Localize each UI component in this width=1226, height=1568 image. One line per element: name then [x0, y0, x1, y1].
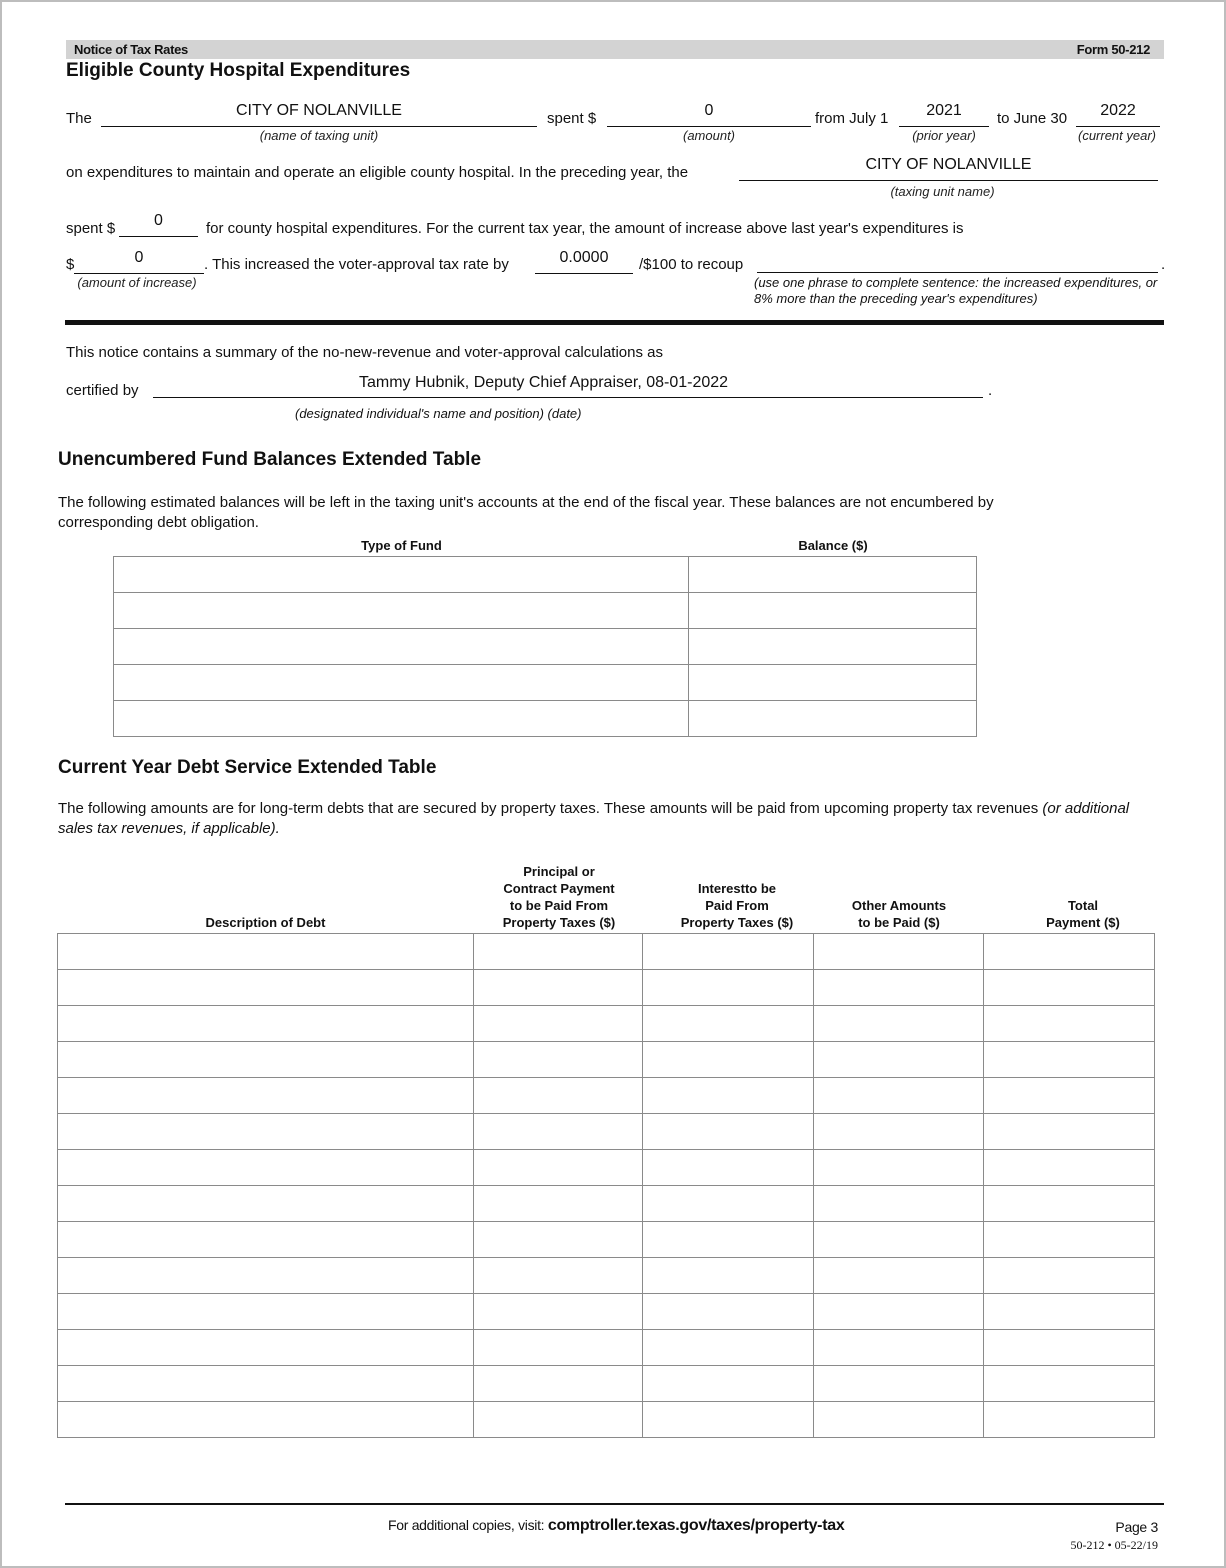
debt-description-cell[interactable]: [58, 970, 474, 1006]
prior-year-caption: (prior year): [912, 128, 976, 143]
table-row: [114, 557, 977, 593]
debt-principal-cell[interactable]: [473, 1114, 643, 1150]
debt-other-cell[interactable]: [814, 1258, 984, 1294]
debt-principal-cell[interactable]: [473, 970, 643, 1006]
recoup-period: .: [1161, 256, 1166, 273]
hospital-line2-text: on expenditures to maintain and operate an eligible county hospital. In the preceding year, the: [66, 164, 689, 181]
debt-principal-cell[interactable]: [473, 1294, 643, 1330]
fund-col-type: Type of Fund: [361, 538, 442, 553]
debt-description-cell[interactable]: [58, 1330, 474, 1366]
debt-principal-cell[interactable]: [473, 1078, 643, 1114]
current-year-field[interactable]: 2022: [1076, 102, 1160, 127]
debt-interest-cell[interactable]: [643, 1222, 814, 1258]
debt-interest-cell[interactable]: [643, 1078, 814, 1114]
table-row: [58, 1006, 1155, 1042]
debt-interest-cell[interactable]: [643, 1150, 814, 1186]
debt-interest-cell[interactable]: [643, 934, 814, 970]
debt-description-cell[interactable]: [58, 934, 474, 970]
debt-total-cell[interactable]: [984, 970, 1155, 1006]
fund-col-balance: Balance ($): [798, 538, 868, 553]
debt-other-cell[interactable]: [814, 1042, 984, 1078]
taxing-unit-field[interactable]: CITY OF NOLANVILLE: [101, 102, 537, 127]
debt-other-cell[interactable]: [814, 1330, 984, 1366]
table-row: [58, 1150, 1155, 1186]
table-row: [58, 970, 1155, 1006]
fund-type-cell[interactable]: [114, 557, 689, 593]
debt-total-cell[interactable]: [984, 1366, 1155, 1402]
debt-description-cell[interactable]: [58, 1402, 474, 1438]
debt-description-cell[interactable]: [58, 1258, 474, 1294]
table-row: [58, 1114, 1155, 1150]
debt-interest-cell[interactable]: [643, 1114, 814, 1150]
debt-total-cell[interactable]: [984, 1330, 1155, 1366]
certified-by-label: certified by: [66, 382, 139, 399]
section-divider: [65, 320, 1164, 325]
debt-other-cell[interactable]: [814, 1006, 984, 1042]
fund-balance-cell[interactable]: [689, 665, 977, 701]
debt-total-cell[interactable]: [984, 1078, 1155, 1114]
debt-principal-cell[interactable]: [473, 1042, 643, 1078]
table-row: [114, 701, 977, 737]
fund-table: [113, 556, 977, 737]
debt-description-cell[interactable]: [58, 1006, 474, 1042]
table-row: [114, 665, 977, 701]
hospital-section-title: Eligible County Hospital Expenditures: [66, 60, 411, 81]
footer-url[interactable]: comptroller.texas.gov/taxes/property-tax: [547, 1517, 845, 1534]
rate-field[interactable]: 0.0000: [535, 249, 633, 274]
table-row: [58, 934, 1155, 970]
table-row: [58, 1294, 1155, 1330]
debt-principal-cell[interactable]: [473, 1258, 643, 1294]
taxing-unit-name-field[interactable]: CITY OF NOLANVILLE: [739, 156, 1158, 181]
increase-field[interactable]: 0: [74, 249, 204, 274]
recoup-text: /$100 to recoup: [639, 256, 744, 273]
debt-interest-cell[interactable]: [643, 1366, 814, 1402]
debt-description-cell[interactable]: [58, 1366, 474, 1402]
current-year-caption: (current year): [1077, 128, 1157, 143]
from-label: from July 1: [815, 110, 889, 127]
recoup-field[interactable]: [757, 249, 1158, 273]
fund-balance-cell[interactable]: [689, 701, 977, 737]
debt-interest-cell[interactable]: [643, 1294, 814, 1330]
footer-copies: For additional copies, visit: comptroller.texas.gov/taxes/property-tax: [388, 1517, 845, 1534]
debt-table-title: Current Year Debt Service Extended Table: [58, 757, 437, 778]
debt-principal-cell[interactable]: [473, 1402, 643, 1438]
debt-description-cell[interactable]: [58, 1078, 474, 1114]
debt-principal-cell[interactable]: [473, 1186, 643, 1222]
prior-year-field[interactable]: 2021: [899, 102, 989, 127]
debt-interest-cell[interactable]: [643, 1042, 814, 1078]
table-row: [58, 1222, 1155, 1258]
table-row: [58, 1402, 1155, 1438]
certified-by-caption: (designated individual's name and position) (date): [295, 406, 582, 421]
debt-interest-cell[interactable]: [643, 1258, 814, 1294]
amount-field[interactable]: 0: [607, 102, 811, 127]
fund-balance-cell[interactable]: [689, 629, 977, 665]
debt-other-cell[interactable]: [814, 1114, 984, 1150]
debt-principal-cell[interactable]: [473, 1330, 643, 1366]
debt-principal-cell[interactable]: [473, 1222, 643, 1258]
taxing-unit-name-caption: (taxing unit name): [890, 184, 995, 199]
debt-principal-cell[interactable]: [473, 1366, 643, 1402]
debt-description-cell[interactable]: [58, 1294, 474, 1330]
debt-principal-cell[interactable]: [473, 1150, 643, 1186]
debt-total-cell[interactable]: [984, 1402, 1155, 1438]
prev-spent-field[interactable]: 0: [119, 212, 198, 237]
debt-other-cell[interactable]: [814, 934, 984, 970]
fund-table-title: Unencumbered Fund Balances Extended Table: [58, 449, 482, 470]
debt-principal-cell[interactable]: [473, 934, 643, 970]
form-version: 50-212 • 05-22/19: [1070, 1538, 1158, 1552]
debt-total-cell[interactable]: [984, 1294, 1155, 1330]
certified-by-value: Tammy Hubnik, Deputy Chief Appraiser, 08-01-2022: [359, 374, 729, 391]
to-label: to June 30: [997, 110, 1068, 127]
debt-col-other: Other Amounts to be Paid ($): [851, 898, 947, 930]
table-row: [58, 1366, 1155, 1402]
table-row: [58, 1042, 1155, 1078]
debt-col-total: Total Payment ($): [1046, 898, 1120, 930]
debt-description-cell[interactable]: [58, 1222, 474, 1258]
debt-interest-cell[interactable]: [643, 1402, 814, 1438]
fund-type-cell[interactable]: [114, 629, 689, 665]
debt-total-cell[interactable]: [984, 934, 1155, 970]
debt-table: [57, 933, 1155, 1438]
spent2-label: spent $: [66, 220, 116, 237]
rate-text: . This increased the voter-approval tax rate by: [204, 256, 509, 273]
debt-other-cell[interactable]: [814, 1222, 984, 1258]
debt-other-cell[interactable]: [814, 1186, 984, 1222]
fund-balance-cell[interactable]: [689, 557, 977, 593]
the-label: The: [66, 110, 92, 127]
debt-total-cell[interactable]: [984, 1186, 1155, 1222]
debt-interest-cell[interactable]: [643, 1330, 814, 1366]
form-section-title: Notice of Tax Rates: [74, 42, 188, 57]
debt-col-principal: Principal or Contract Payment to be Paid From Property Taxes ($): [502, 864, 616, 930]
fund-table-description: The following estimated balances will be left in the taxing unit's accounts at the end of the fiscal year. These balances are not encumbered by corresponding debt obligation.: [58, 494, 994, 531]
recoup-caption: (use one phrase to complete sentence: the increased expenditures, or 8% more than the preceding year's expenditures): [754, 275, 1158, 306]
table-row: [58, 1258, 1155, 1294]
debt-total-cell[interactable]: [984, 1150, 1155, 1186]
debt-total-cell[interactable]: [984, 1258, 1155, 1294]
increase-caption: (amount of increase): [77, 275, 197, 290]
table-row: [58, 1330, 1155, 1366]
fund-type-cell[interactable]: [114, 665, 689, 701]
footer-rule: [65, 1503, 1164, 1505]
debt-other-cell[interactable]: [814, 1366, 984, 1402]
debt-other-cell[interactable]: [814, 970, 984, 1006]
debt-total-cell[interactable]: [984, 1042, 1155, 1078]
certification-text: This notice contains a summary of the no-new-revenue and voter-approval calculations as: [66, 344, 663, 361]
debt-interest-cell[interactable]: [643, 970, 814, 1006]
debt-description-cell[interactable]: [58, 1042, 474, 1078]
debt-principal-cell[interactable]: [473, 1006, 643, 1042]
amount-caption: (amount): [682, 128, 736, 143]
taxing-unit-caption: (name of taxing unit): [259, 128, 379, 143]
debt-description-cell[interactable]: [58, 1150, 474, 1186]
form-number: Form 50-212: [1076, 42, 1150, 57]
debt-total-cell[interactable]: [984, 1222, 1155, 1258]
page-number: Page 3: [1115, 1519, 1158, 1535]
hospital-line3-text: for county hospital expenditures. For the current tax year, the amount of increase above last year's expenditures is: [206, 220, 964, 237]
table-row: [58, 1186, 1155, 1222]
header-bar: [66, 40, 1164, 59]
spent-label: spent $: [547, 110, 597, 127]
debt-other-cell[interactable]: [814, 1294, 984, 1330]
table-row: [114, 593, 977, 629]
table-row: [58, 1078, 1155, 1114]
debt-interest-cell[interactable]: [643, 1186, 814, 1222]
debt-interest-cell[interactable]: [643, 1006, 814, 1042]
debt-col-interest: Interestto be Paid From Property Taxes ($): [680, 881, 794, 930]
dollar-sign: $: [66, 256, 75, 273]
debt-col-description: Description of Debt: [205, 915, 326, 930]
fund-balance-cell[interactable]: [689, 593, 977, 629]
table-row: [114, 629, 977, 665]
debt-total-cell[interactable]: [984, 1006, 1155, 1042]
fund-type-cell[interactable]: [114, 593, 689, 629]
debt-other-cell[interactable]: [814, 1402, 984, 1438]
certified-period: .: [988, 382, 993, 399]
debt-description-cell[interactable]: [58, 1186, 474, 1222]
debt-other-cell[interactable]: [814, 1078, 984, 1114]
debt-total-cell[interactable]: [984, 1114, 1155, 1150]
debt-other-cell[interactable]: [814, 1150, 984, 1186]
fund-type-cell[interactable]: [114, 701, 689, 737]
debt-description-cell[interactable]: [58, 1114, 474, 1150]
certified-by-field[interactable]: [153, 372, 983, 398]
debt-table-description: The following amounts are for long-term debts that are secured by property taxes. These amounts will be paid from upcoming property tax revenues (or additional sales tax revenues, if applicable).: [58, 800, 1130, 837]
